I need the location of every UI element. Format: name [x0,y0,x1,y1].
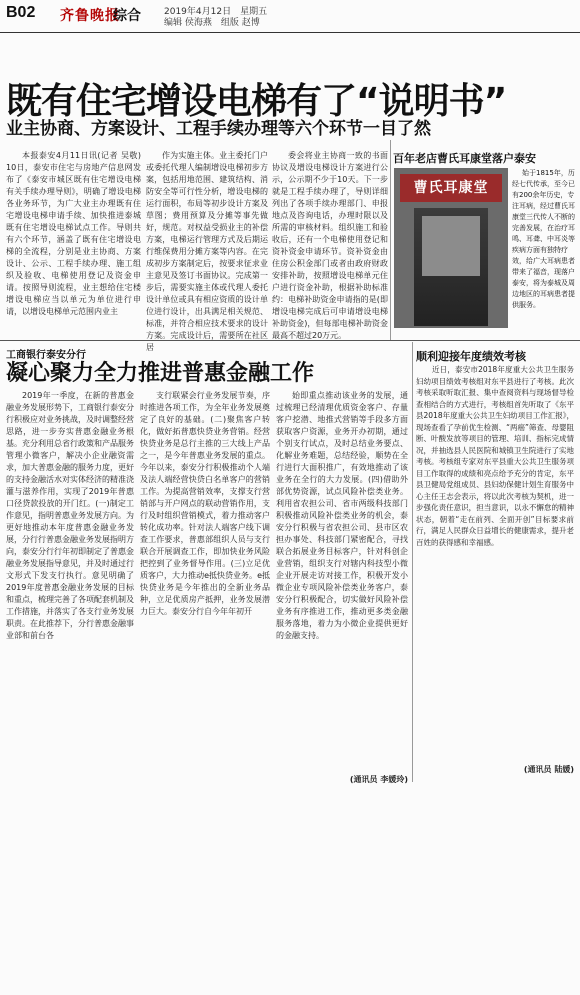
newspaper-brand: 齐鲁晚报 [60,8,120,24]
article2-column-3: 始即重点推动该业务的发展，通过梳理已经清理优质资金客户、存量客户挖潜、地推式营销等手段多方面获取客户资源，业务开办初期，通过个别支行试点，及时总结业务要点、化解业务难题，总结经验，顺势在全行进行大面积推广，有效地推动了该业务在全行的大力发展。(四)借助外部优势资源，试点风险补偿类业务。利用省农担公司、省市两级科技部门积极推动风险补偿类业务的机会，泰安分行积极与省农担公司、县市区农担办事处、科技部门紧密配合，寻找联合拓展业务目标客户，针对科创企业营销，组织支行对辖内科技型小微企业开展走访对接工作，积极开发小微企业专项风险补偿类业务客户，泰安分行积极配合，切实做好风险补偿业务有序推进工作，推动更多类金融服务落地，着力为小微企业提供更好的金融支持。 [276,391,408,640]
section-name: 综合 [113,8,141,24]
article3-title: 顺利迎接年度绩效考核 [416,350,526,363]
article2-headline: 凝心聚力全力推进普惠金融工作 [6,361,315,386]
article3-wrap [416,364,574,784]
page-number: B02 [6,4,36,21]
photo-feature-title: 百年老店曹氏耳康堂落户泰安 [393,152,536,165]
editor-credits: 编辑 侯海燕 组版 赵博 [164,18,260,28]
issue-date: 2019年4月12日 星期五 [164,7,268,17]
article2-reporter: (通讯员 李媛玲) [349,775,408,784]
article2-kicker: 工商银行泰安分行 [6,350,86,361]
article1-column-1: 本报泰安4月11日讯(记者 吴敬) 10日，泰安市住宅与房地产信息网发布了《泰安市城区既有住宅增设电梯有关手续办理导则》，明确了增设电梯各业务环节，为广大业主办理既有住宅增设电梯申请手续、加快推进泰城既有住宅增设电梯试点工作。导则共有六个环节，涵盖了既有住宅增设电梯的全流程，分别是业主协商、方案设计、公示、工程手续办理、施工组织及验收、电梯使用登记及资金申请。按照导则流程，业主想给住宅楼增设电梯应当以单元为单位进行申请，以增设电梯单元范围内业主 [6,151,141,316]
article1-column-2: 作为实施主体。业主委托门户或委托代理人编制增设电梯初步方案，包括用地范围、建筑结构、消防安全等可行性分析，增设电梯的运行面积，布局等初步设计方案及草图；费用预算及分摊等事先做好，规范。对权益受损业主的补偿方案，电梯运行管理方式及后期运行维保费用分摊方案等内容。在完成初步方案制定后，按要求征求业主意见及签订书面协议。完成第一步后，需要实施主体或代理人委托设计单位或具有相应资质的设计单位进行设计，出具满足相关规范、标准，并符合相应技术要求的设计方案。完成设计后，需要所在社区居 [146,151,268,352]
side-column-divider [412,342,413,782]
door-glass [422,216,480,276]
issue-meta [164,7,267,29]
article2-column-3-wrap [276,390,408,790]
article1-column-3: 委会将业主协商一致的书面协议及增设电梯设计方案进行公示，公示期不少于10天。下一步就是工程手续办理了，导则详细列出了各项手续办理部门、申报地点及咨询电话，办理时限以及所需的审核材料。组织施工和验收后，还有一个电梯使用登记和资补资金申请环节。资补资金由住房公积金部门或者由政府财政安排补助，按照增设电梯单元住户进行资金补助，根据补助标准约：电梯补助资金申请指的是(即增设电梯完成后可申请增设电梯补助资金)，但每部电梯补助资金最高不超过20万元。 [272,151,388,340]
main-subheadline: 业主协商、方案设计、工程手续办理等六个环节一目了然 [6,119,431,139]
section-divider [0,340,580,341]
main-headline: 既有住宅增设电梯有了“说明书” [6,81,507,122]
shop-sign: 曹氏耳康堂 [400,174,502,202]
article2-column-2: 支行联紧会行业务发展节奏，序时推进各项工作，为全年业务发展奠定了良好的基础。(二)聚焦客户转化，做好拓普惠快贷业务营销。经营快贷业务是总行主推的三大线上产品之一，是今年普惠业务发展的重点。今年以来，泰安分行积极推动个人端及法人端经营快贷白名单客户的营销工作。为提高营销效率，支撑支行营销部与开户网点的联动营销作用，支行及时组织营销模式，着力推动客户转化成功率。针对法人端客户线下调查工作要求，普惠部组织人员与支行联合开展调查工作，即加快业务风险把控到了业务督导作用。(三)立足优质客户，大力推动e抵快贷业务。e抵快贷业务是今年推出的全新业务品种，立足优质房产抵押，业务发展潜力巨大。泰安分行自今年年初开 [140,391,270,616]
article3-body: 近日，泰安市2018年度重大公共卫生服务妇幼项目绩效考核组对东平县进行了考核。此次考核采取听取汇报、集中查阅资料与现场督导检查相结合的方式进行，考核组首先听取了《东平县2018年度重大公共卫生妇幼项目工作汇报》，现场查看了孕前优生检测、“两癌”筛查、母婴阻断、叶酸发放等项目的管理、培训、指标完成情况，并抽选县人民医院和城镇卫生院进行了实地考核。考核组专家对东平县重大公共卫生服务项目工作取得的成绩和亮点给予充分的肯定，东平县卫健局党组成员、县妇幼保健计划生育服务中心主任王志会表示，将以此次考核为契机，进一步强化责任意识，担当意识，以永不懈怠的精神状态，朝着“走在前列、全面开创”目标要求前行，满足人民群众日益增长的健康需求，提升老百姓的获得感和幸福感。 [416,365,574,547]
masthead [0,0,580,34]
column-divider [390,140,391,340]
article2-column-1: 2019年一季度，在新的普惠金融业务发展形势下，工商银行泰安分行积极应对业务挑战，及时调整经营思路，进一步夯实普惠金融业务根基。充分利用总省行政策和产品服务管理小微客户，解决小企业融资需求，加大普惠金融的服务力度，更好的支持金融活水对实体经济的精准浇灌与滋养作用，实现了2019年普惠口径贷款投放的开门红。(一)制定工作意见，指明普惠业务发展方向。为更好地推动本年度普惠金融业务发展，分行行普惠金融业务发展指明方向，泰安分行行年初即制定了普惠金融业务发展指导意见，并及时通过行文形式下发支行执行。意见明确了2019年度普惠金融业务发展的目标和重点，梳理完善了各项配套机制及工作措施，并落实了各支行业务发展职责。在此推荐下，分行普惠金融事业部和前台各 [6,391,134,640]
header-rule [0,32,580,33]
photo-caption: 始于1815年，历经七代传承，至今已有200余年历史，专注耳病，经过曹氏耳康堂三代传人不断的完善发展，在治疗耳鸣、耳聋、中耳炎等疾病方面有独特疗效，给广大耳病患者带来了福音，现落户泰安，将为泰城及周边地区的耳病患者提供服务。 [512,169,575,309]
article3-reporter: (通讯员 陆媛) [523,765,574,774]
storefront-photo [394,168,508,328]
